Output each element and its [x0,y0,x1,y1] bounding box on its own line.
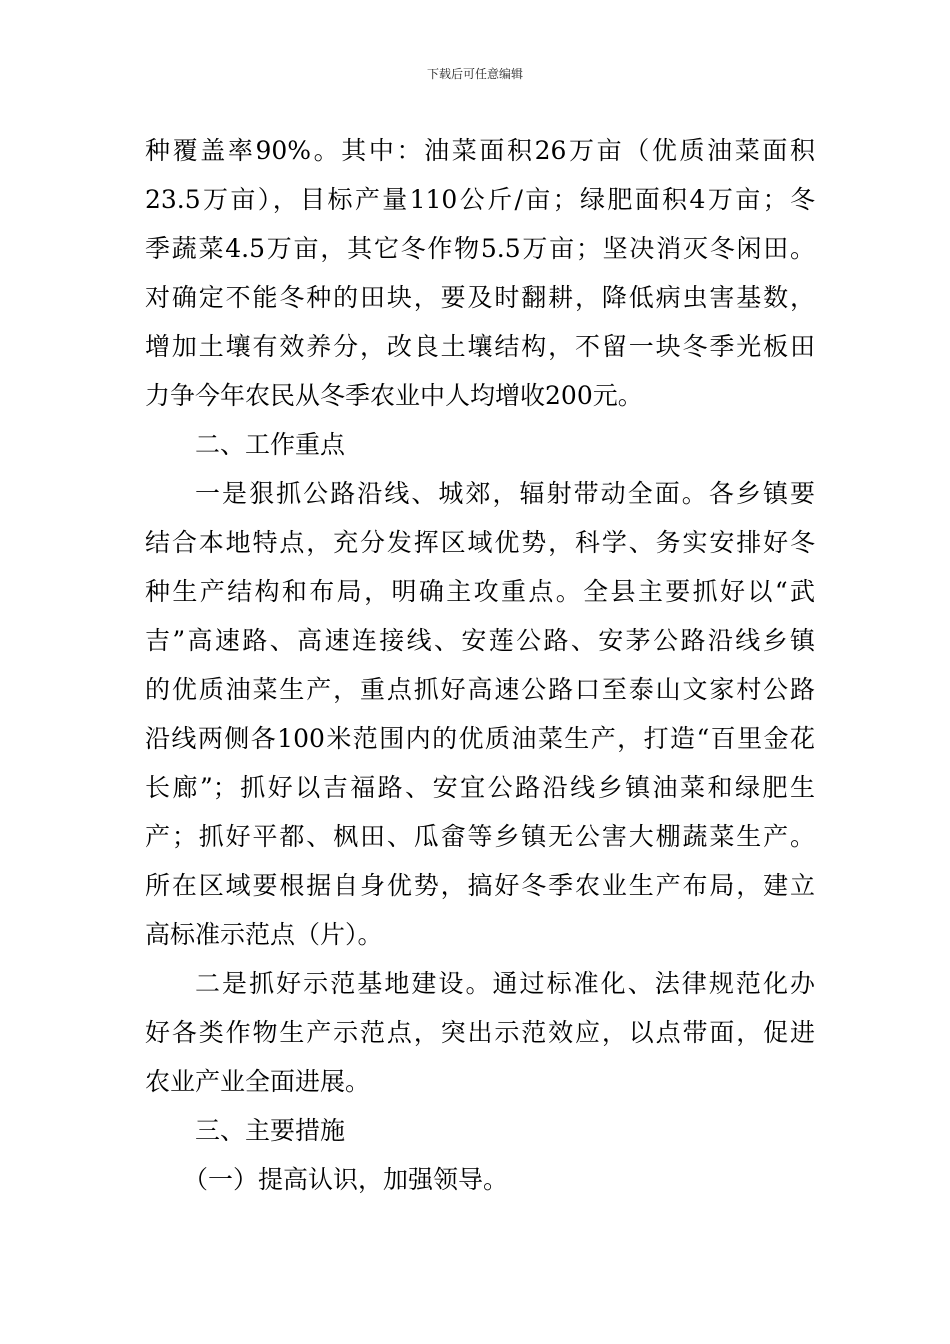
text-line: 高标准示范点（片）。 [145,920,383,949]
text-line: 种覆盖率90%。其中：油菜面积26万亩（优质油菜面积 [145,136,815,165]
text-line: 好各类作物生产示范点，突出示范效应，以点带面，促进 [145,1018,815,1047]
document-body [145,126,815,1204]
page-header-note: 下载后可任意编辑 [426,67,523,81]
text-line: 23.5万亩），目标产量110公斤/亩；绿肥面积4万亩；冬 [145,185,815,214]
text-line: 产；抓好平都、枫田、瓜畲等乡镇无公害大棚蔬菜生产。 [145,822,815,851]
text-line: 长廊”；抓好以吉福路、安宜公路沿线乡镇油菜和绿肥生 [145,773,815,802]
text-line: 所在区域要根据自身优势，搞好冬季农业生产布局，建立 [145,871,815,900]
text-line: 沿线两侧各100米范围内的优质油菜生产，打造“百里金花 [145,724,815,753]
text-line: 结合本地特点，充分发挥区域优势，科学、务实安排好冬 [145,528,815,557]
text-line: 农业产业全面进展。 [145,1067,371,1096]
text-line: 种生产结构和布局，明确主攻重点。全县主要抓好以“武 [145,577,815,606]
section-heading: 三、主要措施 [195,1116,346,1145]
text-line: 季蔬菜4.5万亩，其它冬作物5.5万亩；坚决消灭冬闲田。 [145,234,815,263]
section-heading: 二、工作重点 [195,430,346,459]
text-line: 二是抓好示范基地建设。通过标准化、法律规范化办 [195,969,815,998]
text-line: 力争今年农民从冬季农业中人均增收200元。 [145,381,643,410]
text-line: 的优质油菜生产，重点抓好高速公路口至泰山文家村公路 [145,675,815,704]
text-line: 吉”高速路、高速连接线、安莲公路、安茅公路沿线乡镇 [145,626,815,655]
text-line: 增加土壤有效养分，改良土壤结构，不留一块冬季光板田 [145,332,815,361]
text-line: 对确定不能冬种的田块，要及时翻耕，降低病虫害基数， [145,283,815,312]
text-line: 一是狠抓公路沿线、城郊，辐射带动全面。各乡镇要 [195,479,815,508]
subsection-heading: （一）提高认识，加强领导。 [183,1165,509,1194]
